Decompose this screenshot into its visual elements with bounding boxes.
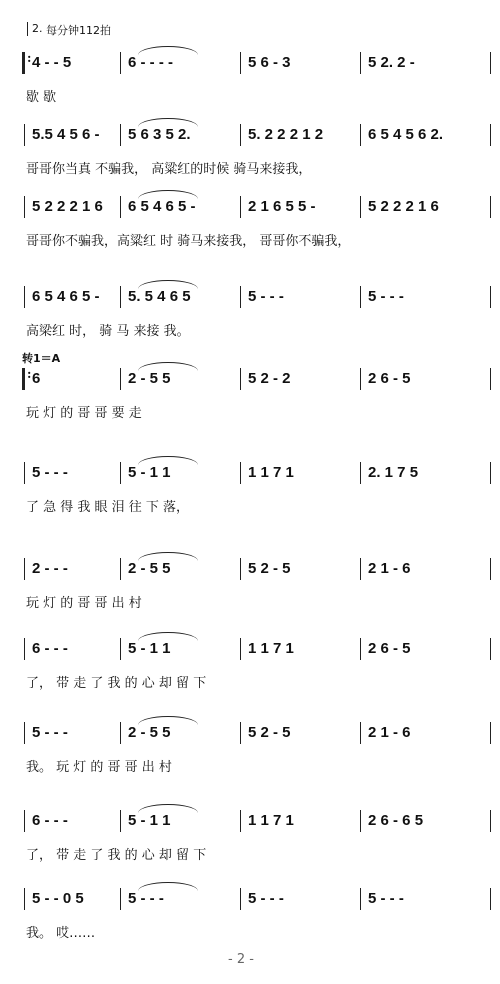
measure: 2 - 5 5 bbox=[128, 724, 171, 741]
measure: 6 5 4 6 5 - bbox=[32, 288, 100, 305]
key-change-label: 转1＝A bbox=[22, 352, 61, 365]
barline bbox=[240, 638, 241, 660]
barline bbox=[120, 286, 121, 308]
measure: 5 - - 0 5 bbox=[32, 890, 84, 907]
barline bbox=[240, 368, 241, 390]
measure: 1 1 7 1 bbox=[248, 812, 294, 829]
barline bbox=[490, 462, 491, 484]
barline bbox=[120, 638, 121, 660]
measure: 4 - - 5 bbox=[32, 54, 72, 71]
barline bbox=[24, 558, 25, 580]
page-number: - 2 - bbox=[228, 952, 254, 967]
measure: 5 - - - bbox=[248, 288, 284, 305]
barline bbox=[360, 52, 361, 74]
barline bbox=[24, 286, 25, 308]
measure: 5 2. 2 - bbox=[368, 54, 415, 71]
measure: 5 - - - bbox=[368, 288, 404, 305]
tie-arc bbox=[138, 804, 198, 813]
barline bbox=[360, 638, 361, 660]
measure: 5 - 1 1 bbox=[128, 812, 171, 829]
barline bbox=[490, 124, 491, 146]
volta-bracket bbox=[27, 22, 28, 36]
barline bbox=[24, 722, 25, 744]
barline bbox=[240, 52, 241, 74]
measure: 5 - 1 1 bbox=[128, 464, 171, 481]
measure: 2 6 - 6 5 bbox=[368, 812, 424, 829]
measure: 5 2 2 2 1 6 bbox=[368, 198, 439, 215]
tie-arc bbox=[138, 456, 198, 465]
repeat-sign-icon: : bbox=[27, 367, 32, 381]
tie-arc bbox=[138, 362, 198, 371]
barline bbox=[24, 638, 25, 660]
barline bbox=[240, 196, 241, 218]
measure: 2 1 - 6 bbox=[368, 724, 411, 741]
barline bbox=[360, 124, 361, 146]
lyrics-line: 高梁红 时， 骑 马 来接 我。 bbox=[26, 324, 190, 339]
tie-arc bbox=[138, 632, 198, 641]
tie-arc bbox=[138, 190, 198, 199]
repeat-sign-icon: : bbox=[27, 51, 32, 65]
lyrics-line: 玩 灯 的 哥 哥 要 走 bbox=[26, 406, 142, 421]
barline bbox=[120, 888, 121, 910]
measure: 6 5 4 6 5 - bbox=[128, 198, 196, 215]
barline bbox=[24, 810, 25, 832]
measure: 2 1 - 6 bbox=[368, 560, 411, 577]
measure: 2 6 - 5 bbox=[368, 640, 411, 657]
barline bbox=[360, 888, 361, 910]
measure: 5.5 4 5 6 - bbox=[32, 126, 100, 143]
measure: 5 6 3 5 2. bbox=[128, 126, 191, 143]
lyrics-line: 哥哥你当真 不骗我， 高粱红的时候 骑马来接我， bbox=[26, 162, 312, 177]
barline bbox=[120, 196, 121, 218]
lyrics-line: 了 急 得 我 眼 泪 往 下 落， bbox=[26, 500, 190, 515]
measure: 5 - - - bbox=[32, 724, 68, 741]
barline bbox=[360, 368, 361, 390]
lyrics-line: 了， 带 走 了 我 的 心 却 留 下 bbox=[26, 676, 207, 691]
barline bbox=[490, 368, 491, 390]
barline bbox=[240, 558, 241, 580]
barline bbox=[120, 52, 121, 74]
barline bbox=[120, 368, 121, 390]
tie-arc bbox=[138, 46, 198, 55]
barline bbox=[24, 124, 25, 146]
measure: 1 1 7 1 bbox=[248, 464, 294, 481]
barline bbox=[490, 196, 491, 218]
barline bbox=[240, 462, 241, 484]
measure: 6 - - - - bbox=[128, 54, 173, 71]
barline bbox=[490, 638, 491, 660]
barline bbox=[120, 558, 121, 580]
barline bbox=[490, 52, 491, 74]
measure: 5 - - - bbox=[248, 890, 284, 907]
measure: 2 1 6 5 5 - bbox=[248, 198, 316, 215]
tie-arc bbox=[138, 716, 198, 725]
measure: 5 - 1 1 bbox=[128, 640, 171, 657]
barline bbox=[360, 558, 361, 580]
barline bbox=[360, 462, 361, 484]
measure: 2 - 5 5 bbox=[128, 560, 171, 577]
measure: 5 2 - 5 bbox=[248, 724, 291, 741]
measure: 5 2 - 2 bbox=[248, 370, 291, 387]
barline bbox=[240, 810, 241, 832]
measure: 5 6 - 3 bbox=[248, 54, 291, 71]
measure: 2. 1 7 5 bbox=[368, 464, 419, 481]
measure: 5 2 2 2 1 6 bbox=[32, 198, 103, 215]
barline bbox=[490, 286, 491, 308]
barline bbox=[490, 810, 491, 832]
measure: 6 bbox=[32, 370, 41, 387]
barline bbox=[22, 52, 25, 74]
barline bbox=[240, 722, 241, 744]
barline bbox=[120, 810, 121, 832]
barline bbox=[360, 722, 361, 744]
measure: 5 - - - bbox=[368, 890, 404, 907]
barline bbox=[22, 368, 25, 390]
tie-arc bbox=[138, 280, 198, 289]
measure: 6 5 4 5 6 2. bbox=[368, 126, 444, 143]
barline bbox=[24, 196, 25, 218]
tie-arc bbox=[138, 552, 198, 561]
lyrics-line: 玩 灯 的 哥 哥 出 村 bbox=[26, 596, 142, 611]
lyrics-line: 歇 歇 bbox=[26, 90, 57, 105]
barline bbox=[490, 722, 491, 744]
barline bbox=[360, 196, 361, 218]
measure: 2 6 - 5 bbox=[368, 370, 411, 387]
barline bbox=[240, 286, 241, 308]
barline bbox=[120, 462, 121, 484]
barline bbox=[240, 888, 241, 910]
volta-label: 2. bbox=[32, 22, 43, 35]
barline bbox=[490, 558, 491, 580]
barline bbox=[360, 810, 361, 832]
lyrics-line: 哥哥你不骗我，高粱红 时 骑马来接我， 哥哥你不骗我， bbox=[26, 234, 351, 249]
tempo-marking: 每分钟112拍 bbox=[46, 24, 111, 37]
barline bbox=[120, 722, 121, 744]
lyrics-line: 我。 哎…… bbox=[26, 926, 96, 941]
measure: 1 1 7 1 bbox=[248, 640, 294, 657]
barline bbox=[360, 286, 361, 308]
tie-arc bbox=[138, 882, 198, 891]
barline bbox=[240, 124, 241, 146]
tie-arc bbox=[138, 118, 198, 127]
measure: 6 - - - bbox=[32, 640, 68, 657]
measure: 2 - 5 5 bbox=[128, 370, 171, 387]
lyrics-line: 我。 玩 灯 的 哥 哥 出 村 bbox=[26, 760, 172, 775]
measure: 6 - - - bbox=[32, 812, 68, 829]
barline bbox=[490, 888, 491, 910]
barline bbox=[120, 124, 121, 146]
measure: 5 - - - bbox=[128, 890, 164, 907]
measure: 2 - - - bbox=[32, 560, 68, 577]
measure: 5 2 - 5 bbox=[248, 560, 291, 577]
lyrics-line: 了， 带 走 了 我 的 心 却 留 下 bbox=[26, 848, 207, 863]
barline bbox=[24, 462, 25, 484]
barline bbox=[24, 888, 25, 910]
measure: 5 - - - bbox=[32, 464, 68, 481]
measure: 5. 2 2 2 1 2 bbox=[248, 126, 324, 143]
measure: 5. 5 4 6 5 bbox=[128, 288, 191, 305]
